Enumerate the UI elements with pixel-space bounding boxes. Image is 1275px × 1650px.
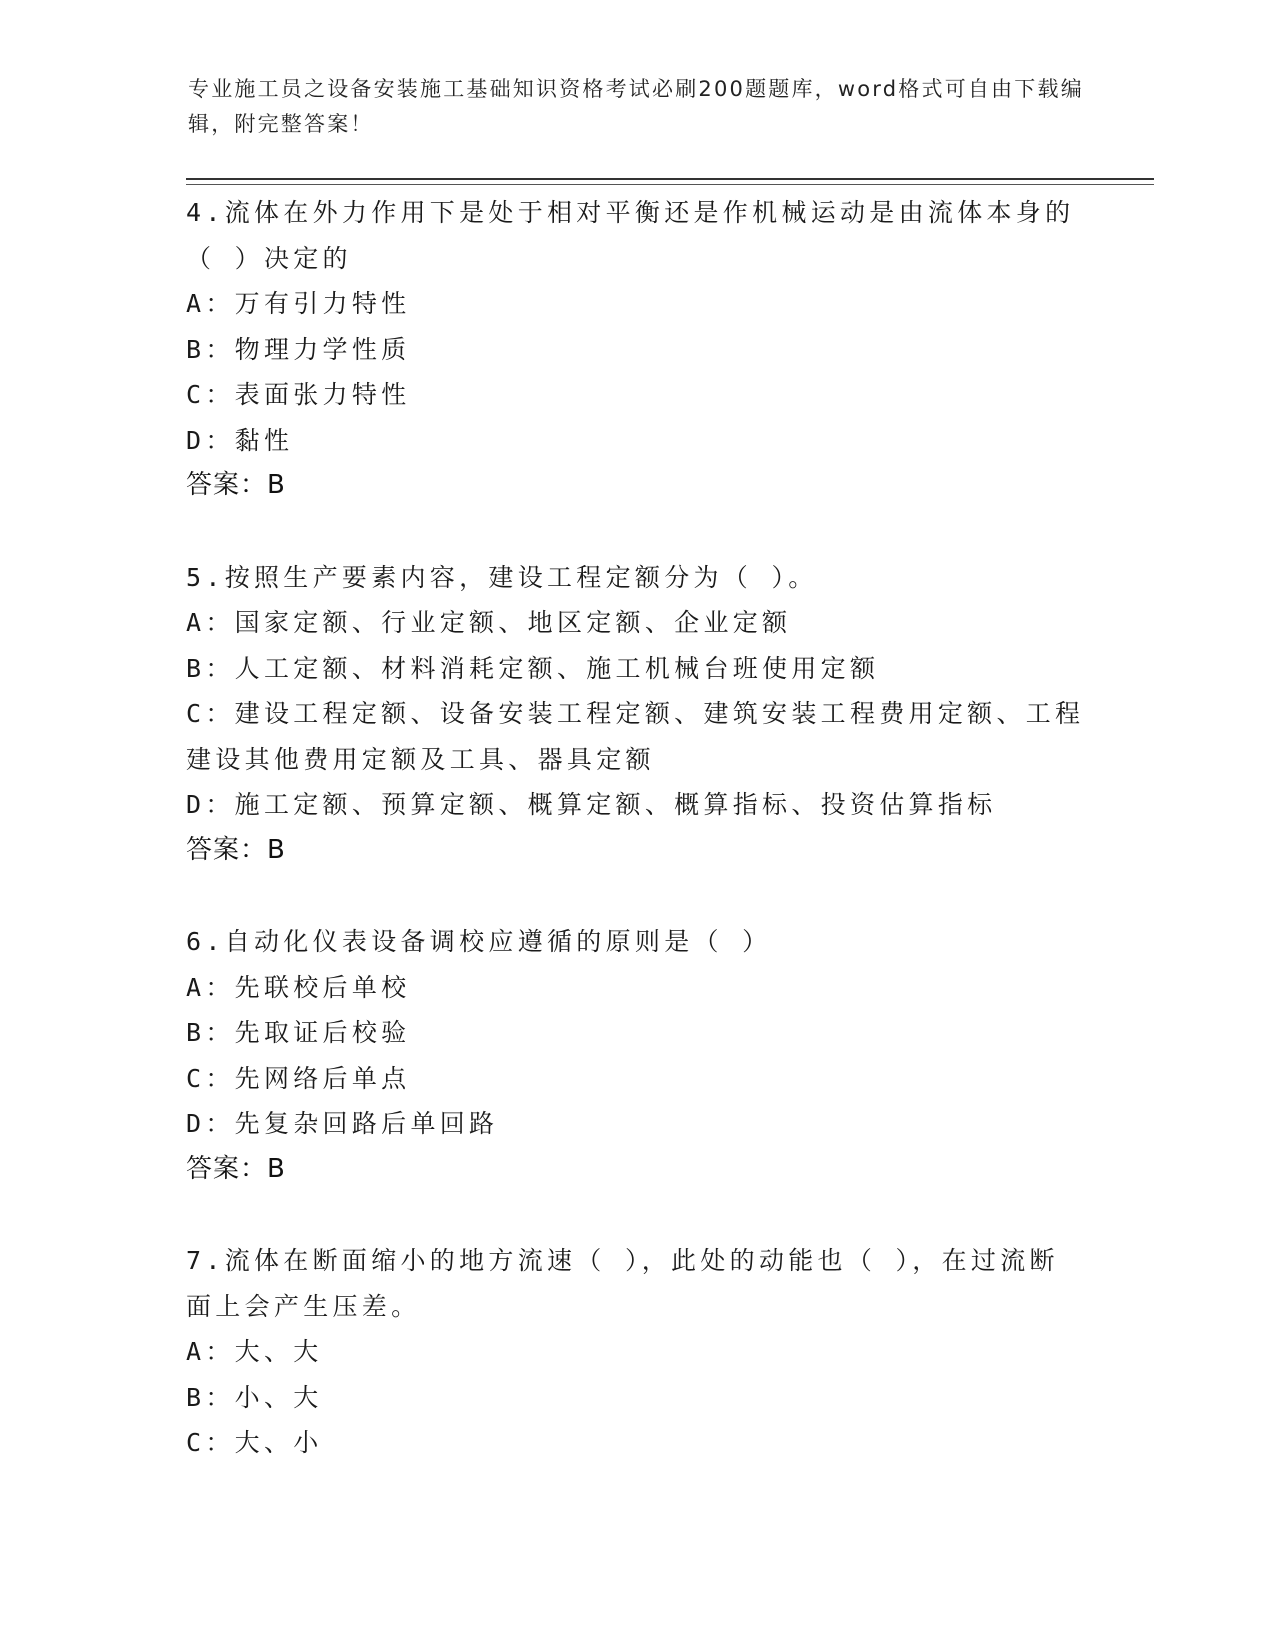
question-stem: 6.自动化仪表设备调校应遵循的原则是（ ）: [186, 927, 772, 956]
option-c: C：先网络后单点: [186, 1063, 411, 1093]
question-stem: 7.流体在断面缩小的地方流速（ ），此处的动能也（ ），在过流断面上会产生压差。: [186, 1246, 1059, 1321]
answer-line: 答案：B: [186, 1153, 286, 1184]
question-item: [186, 1238, 1086, 1466]
answer-line: 答案：B: [186, 470, 286, 500]
question-list: [186, 190, 1086, 1512]
option-a: A：大、大: [186, 1337, 323, 1366]
option-a: A：国家定额、行业定额、地区定额、企业定额: [186, 608, 792, 637]
option-d: D：先复杂回路后单回路: [186, 1109, 499, 1138]
option-c: C：建设工程定额、设备安装工程定额、建筑安装工程费用定额、工程建设其他费用定额及工具、器具定额: [186, 699, 1085, 774]
option-b: B：小、大: [186, 1382, 323, 1412]
option-c: C：表面张力特性: [186, 380, 411, 409]
header-divider-thick: [186, 178, 1154, 180]
option-b: B：人工定额、材料消耗定额、施工机械台班使用定额: [186, 653, 880, 683]
question-item: [186, 555, 1086, 874]
option-b: B：先取证后校验: [186, 1018, 411, 1047]
header-intro-text: 专业施工员之设备安装施工基础知识资格考试必刷200题题库，word格式可自由下载编辑，附完整答案！: [188, 77, 1084, 136]
header-divider-thin: [186, 184, 1154, 185]
option-b: B：物理力学性质: [186, 334, 411, 364]
option-d: D：施工定额、预算定额、概算定额、概算指标、投资估算指标: [186, 790, 997, 819]
option-a: A：万有引力特性: [186, 289, 411, 318]
document-header: [188, 72, 1088, 142]
option-d: D：黏性: [186, 425, 294, 455]
option-a: A：先联校后单校: [186, 972, 411, 1002]
question-item: [186, 190, 1086, 509]
answer-line: 答案：B: [186, 834, 286, 865]
option-c: C：大、小: [186, 1428, 323, 1457]
question-stem: 5.按照生产要素内容，建设工程定额分为（ ）。: [186, 562, 818, 592]
question-stem: 4.流体在外力作用下是处于相对平衡还是作机械运动是由流体本身的（ ）决定的: [186, 198, 1075, 273]
question-item: [186, 919, 1086, 1192]
